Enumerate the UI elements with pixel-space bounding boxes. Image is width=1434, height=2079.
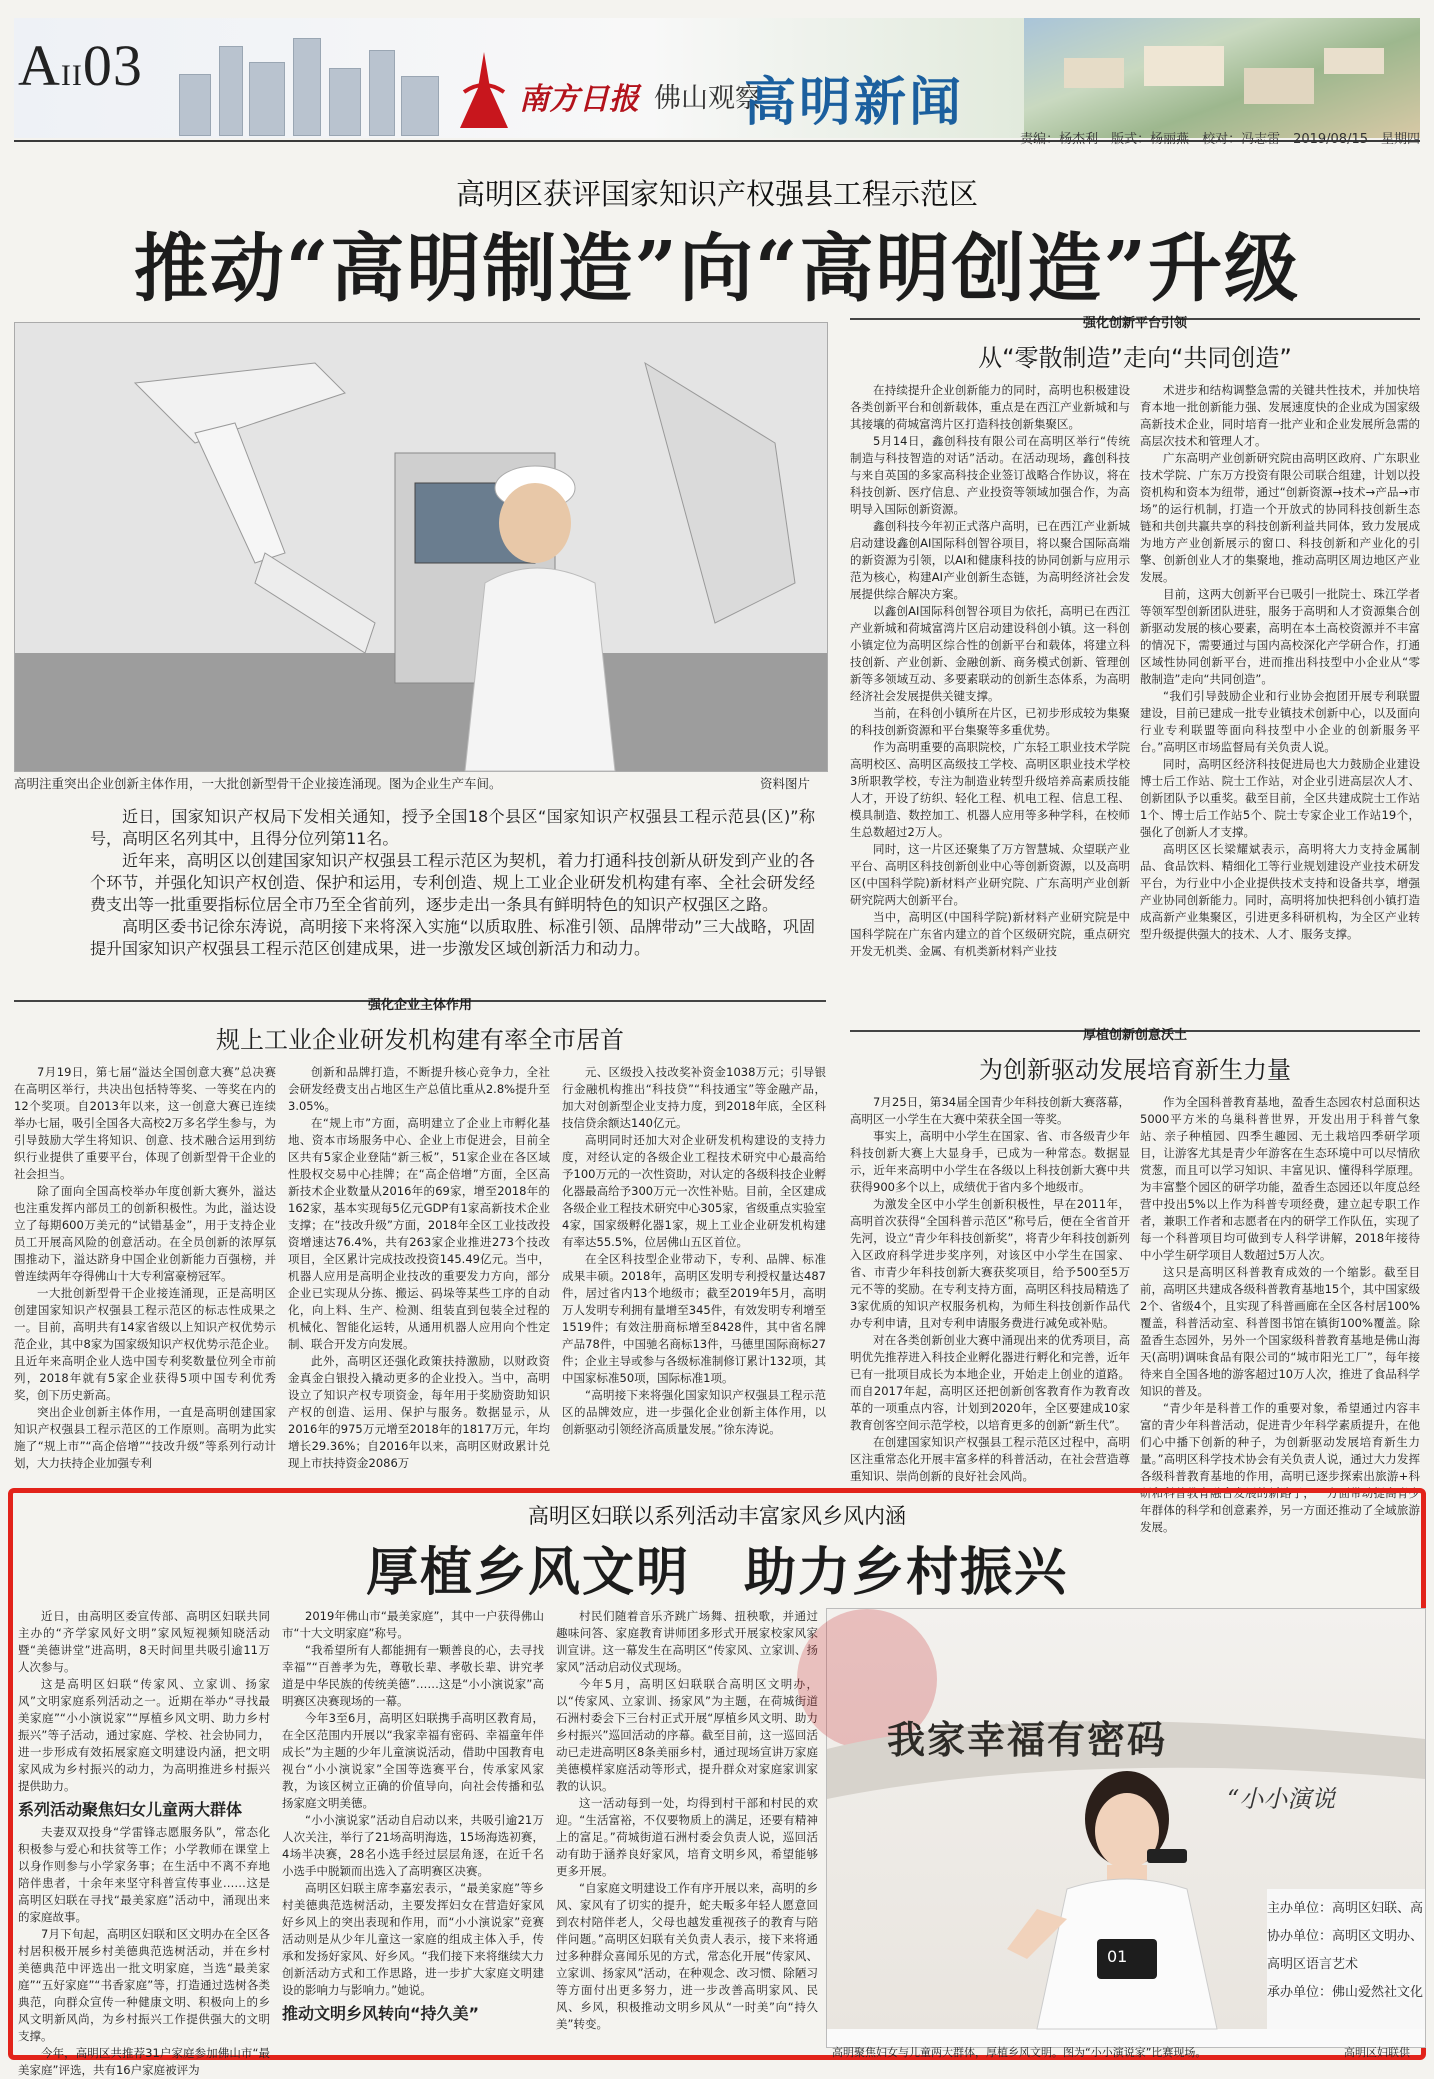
article2-column [556, 1608, 818, 2052]
paragraph: 在持续提升企业创新能力的同时，高明也积极建设各类创新平台和创新载体，重点是在西江产业新城和与其接壤的荷城富湾片区打造科技创新集聚区。 [850, 383, 1130, 431]
paragraph: 同时，这一片区还聚集了万方智慧城、众望联产业平台、高明区科技创新创业中心等创新资源，以及高明区(中国科学院)新材料产业研究院、广东高明产业创新研究院两大创新平台。 [850, 842, 1130, 907]
page-letter: A [18, 33, 61, 98]
section-column [1140, 382, 1420, 1016]
paragraph: “高明接下来将强化国家知识产权强县工程示范区的品牌效应，进一步强化企业创新主体作用，以创新驱动引领经济高质量发展。”徐东涛说。 [562, 1388, 826, 1436]
paragraph: 术进步和结构调整急需的关键共性技术，并加快培育本地一批创新能力强、发展速度快的企业成为国家级高新技术企业，同时培育一批产业和企业发展所急需的高层次技术和管理人才。 [1140, 383, 1420, 448]
edition-name: 佛山观察 [654, 83, 762, 114]
section-column [562, 1064, 826, 1474]
speech-contest-photo [826, 1608, 1426, 2048]
newspaper-emblem-icon [454, 48, 514, 132]
paper-name: 南方日报 [519, 82, 639, 117]
paragraph: 7月25日，第34届全国青少年科技创新大赛落幕，高明区一小学生在大赛中荣获全国一等奖。 [850, 1095, 1130, 1126]
paragraph: 今年，高明区共推荐31户家庭参加佛山市“最美家庭”评选，共有16户家庭被评为 [18, 2046, 270, 2077]
paragraph: 目前，这两大创新平台已吸引一批院士、珠江学者等领军型创新团队进驻，服务于高明和人才资源集合创新驱动发展的核心要素，高明在本土高校资源并不丰富的情况下，需要通过与国内高校深化产学研合作，打通区域性协同创新平台，进而推出科技型中小企业从“零散制造”走向“共同创造”。 [1140, 587, 1420, 686]
section-kicker: 强化企业主体作用 [367, 998, 472, 1013]
article-kicker: 高明区获评国家知识产权强县工程示范区 [455, 177, 978, 211]
lead-paragraphs [90, 806, 815, 960]
lead-paragraph: 近年来，高明区以创建国家知识产权强县工程示范区为契机，着力打通科技创新从研发到产业的各个环节，并强化知识产权创造、保护和运用，专利创造、规上工业企业研发机构建有率、全社会研发经费支出等一批重要指标位居全市乃至全省前列，逐步走出一条具有鲜明特色的知识产权强区之路。 [90, 851, 815, 914]
paragraph: 以鑫创AI国际科创智谷项目为依托，高明已在西江产业新城和荷城富湾片区启动建设科创小镇。这一科创小镇定位为高明区综合性的创新平台和载体，将建立科技创新、产业创新、金融创新、商务模式创新、管理创新等多领域互动、多要素联动的创新生态体系，为高明经济社会发展提供关键支撑。 [850, 604, 1130, 703]
paragraph: 这一活动每到一处，均得到村干部和村民的欢迎。“生活富裕，不仅要物质上的满足，还要有精神上的富足。”荷城街道石洲村委会负责人说，巡回活动有助于涵养良好家风，培育文明乡风，希望能够更多开展。 [556, 1796, 818, 1878]
paragraph: 今年5月，高明区妇联联合高明区文明办，以“传家风、立家训、扬家风”为主题，在荷城街道石洲村委会下三台村正式开展“厚植乡风文明、助力乡村振兴”巡回活动的序幕。截至目前，这一巡回活动已走进高明区8条美丽乡村，通过现场宣讲万家庭美德模样家庭活动等形式，提升群众对家庭家训家教的认识。 [556, 1677, 818, 1793]
paragraph: 这是高明区妇联“传家风、立家训、扬家风”文明家庭系列活动之一。近期在举办“寻找最美家庭”“小小演说家”“厚植乡风文明、助力乡村振兴”等子活动，通过家庭、学校、社会协同力，进一步形成有效拓展家庭文明建设内涵，把文明家风成为乡村振兴的动力，为高明推进乡村振兴提供助力。 [18, 1677, 270, 1793]
paragraph: 这只是高明区科普教育成效的一个缩影。截至目前，高明区共建成各级科普教育基地15个，其中国家级2个、省级4个，且实现了科普画廊在全区各村居100%覆盖，科普活动室、科普图书馆在镇街100%覆盖。除盈香生态园外，另外一个国家级科普教育基地是佛山海天(高明)调味食品有限公司的“城市阳光工厂”，每年接待来自全国各地的游客超过10万人次，推进了食品科学知识的普及。 [1140, 1265, 1420, 1398]
backdrop-info-line: 主办单位：高明区妇联、高 [1267, 1901, 1424, 1916]
section-heading: 从“零散制造”走向“共同创造” [978, 344, 1292, 372]
backdrop-info [1267, 1895, 1423, 2007]
backdrop-info-line: 承办单位：佛山爱然社文化 [1267, 1985, 1424, 2000]
section-kicker: 强化创新平台引领 [1082, 316, 1187, 331]
backdrop-info-line: 高明区语言艺术 [1267, 1957, 1359, 1972]
girl-speaker-figure [997, 1759, 1257, 2029]
aerial-photo [1024, 18, 1420, 138]
paragraph: 在“规上市”方面，高明建立了企业上市孵化基地、资本市场服务中心、企业上市促进会，目前全区共有5家企业登陆“新三板”，51家企业在各区域性股权交易中心挂牌；在“高企倍增”方面，全区高新技术企业数量从2016年的69家，增至2018年的162家，基本实现每5亿元GDP有1家高新技术企业支撑；在“技改升级”方面，2018年全区工业技改投资增速达76.4%，共有263家企业推进273个技改项目，全区累计完成技改投资145.49亿元。当中，机器人应用是高明企业技改的重要发力方向，部分企业已实现从分拣、搬运、码垛等某些工序的自动化，向上料、生产、检测、组装直到包装全过程的机械化、智能化运转，从通用机器人应用向个性定制、联合开发方向发展。 [288, 1116, 550, 1351]
paragraph: 鑫创科技今年初正式落户高明，已在西江产业新城启动建设鑫创AI国际科创智谷项目，将以聚合国际高端的新资源为引领，以AI和健康科技的协同创新与应用示范为核心，构建AI产业创新生态链，为高明经济社会发展提供综合解决方案。 [850, 519, 1130, 601]
paragraph: 5月14日，鑫创科技有限公司在高明区举行“传统制造与科技智造的对话”活动。在活动现场，鑫创科技与来自英国的多家高科技企业签订战略合作协议，将在科技创新、医疗信息、产业投资等领域加强合作，为高明导入国际创新资源。 [850, 434, 1130, 516]
paragraph: 作为高明重要的高职院校，广东轻工职业技术学院高明校区、高明区高级技工学校、高明区职业技术学校3所职教学校，专注为制造业转型升级培养高素质技能人才，开设了纺织、轻化工程、机电工程、信息工程、模具制造、数控加工、机器人应用等多种学科，在校师生总数超过2万人。 [850, 740, 1130, 839]
photo-caption: 高明聚焦妇女与儿童两大群体，厚植乡风文明。图为“小小演说家”比赛现场。 [832, 2046, 1207, 2059]
contestant-number: 01 [1107, 1947, 1128, 1966]
factory-photo [14, 322, 828, 772]
section-column [850, 382, 1130, 1016]
article2-kicker: 高明区妇联以系列活动丰富家风乡风内涵 [528, 1504, 906, 1528]
paragraph: 除了面向全国高校举办年度创新大赛外，溢达也注重发挥内部员工的创新积极性。为此，溢达设立了每期600万美元的“试错基金”，用于支持企业员工开展高风险的创意活动。在全员创新的浓厚氛围推动下，溢达跻身中国企业创新能力百强榜，并曾连续两年夺得佛山十大专利富豪榜冠军。 [14, 1184, 276, 1283]
photo-caption: 高明注重突出企业创新主体作用，一大批创新型骨干企业接连涌现。图为企业生产车间。 [14, 776, 502, 791]
paragraph: 此外，高明区还强化政策扶持激励，以财政资金真金白银投入撬动更多的企业投入。当中，高明设立了知识产权专项资金，每年用于奖励资助知识产权的创造、运用、保护与服务。数据显示，从2016年的975万元增至2018年的1817万元，年均增长29.36%；自2016年以来，高明区财政累计兑现上市扶持资金2086万 [288, 1354, 550, 1470]
paragraph: 夫妻双双投身“学雷锋志愿服务队”，常态化积极参与爱心和扶贫等工作；小学教师在课堂上以身作则参与小学家务事；在生活中不离不弃地陪伴患者，十余年来坚守科普宣传事业……这是高明区妇联在寻找“最美家庭”活动中，涌现出来的家庭故事。 [18, 1825, 270, 1924]
backdrop-info-line: 协办单位：高明区文明办、 [1267, 1929, 1424, 1944]
section-kicker: 厚植创新创意沃土 [1082, 1028, 1187, 1043]
section-column [14, 1064, 276, 1474]
section-title: 高明新闻 [744, 73, 965, 133]
article-headline: 推动“高明制造”向“高明创造”升级 [133, 226, 1301, 312]
paragraph: “自家庭文明建设工作有序开展以来，高明的乡风、家风有了切实的提升，蛇夫畈多年轻人愿意回到农村陪伴老人，父母也越发重视孩子的教育与陪伴问题。”高明区妇联有关负责人表示，接下来将通过多种群众喜闻乐见的方式，常态化开展“传家风、立家训、扬家风”活动，在种观念、改习惯、除陋习等方面付出更多努力，进一步改善高明家风、民风、乡风，积极推动文明乡风从“一时美”向“持久美”转变。 [556, 1881, 818, 2031]
page-num: 03 [82, 33, 143, 98]
paragraph: 广东高明产业创新研究院由高明区政府、广东职业技术学院、广东万方投资有限公司联合组建，计划以投资机构和资本为纽带，通过“创新资源→技术→产品→市场”的运行机制，打造一个开放式的协同科技创新生态链和共创共赢共享的科技创新利益共同体，致力发展成为地方产业创新展示的窗口、科技创新和产业化的引擎、创新创业人才的集聚地，推动高明区周边地区产业发展。 [1140, 451, 1420, 584]
paragraph: 近日，由高明区委宣传部、高明区妇联共同主办的“齐学家风好文明”家风短视频知晓活动暨“美德讲堂”进高明，8天时间里共吸引逾11万人次参与。 [18, 1609, 270, 1674]
paragraph: 突出企业创新主体作用，一直是高明创建国家知识产权强县工程示范区的工作原则。高明为此实施了“规上市”“高企倍增”“技改升级”等系列行动计划，大力扶持企业加强专利 [14, 1405, 276, 1470]
section-column [1140, 1094, 1420, 1534]
paragraph: 2019年佛山市“最美家庭”，其中一户获得佛山市“十大文明家庭”称号。 [282, 1609, 544, 1640]
paragraph: 一大批创新型骨干企业接连涌现，正是高明区创建国家知识产权强县工程示范区的标志性成果之一。目前，高明共有14家省级以上知识产权优势示范企业，其中8家为国家级知识产权优势示范企业。且近年来高明企业人选中国专利奖数量位列全市前列，2018年就有5家企业获得5项中国专利优秀奖，创下历史新高。 [14, 1286, 276, 1402]
article2-column [282, 1608, 544, 2052]
paragraph: 7月19日，第七届“溢达全国创意大赛”总决赛在高明区举行，共决出包括特等奖、一等奖在内的12个奖项。自2013年以来，这一创意大赛已连续举办七届，吸引全国各大高校2万多名学生参与，为引导鼓励大学生将知识、创意、技术融合运用到纺织行业提供了重要平台，体现了创新型骨干企业的社会担当。 [14, 1065, 276, 1181]
section-heading: 规上工业企业研发机构建有率全市居首 [216, 1026, 624, 1054]
paragraph: 事实上，高明中小学生在国家、省、市各级青少年科技创新大赛上大显身手，已成为一种常态。数据显示，近年来高明中小学生在各级以上科技创新大赛中共获得900多个以上，成绩优于省内多个地级市。 [850, 1129, 1130, 1194]
page-header [14, 18, 1420, 142]
skyline-illustration [169, 38, 449, 136]
subsection-heading: 推动文明乡风转向“持久美” [282, 2004, 480, 2023]
paragraph: “小小演说家”活动自启动以来，共吸引逾21万人次关注，举行了21场高明海选，15场海选初赛，4场半决赛，28名小选手经过层层角逐，在近千名小选手中脱颖而出选入了高明赛区决赛。 [282, 1813, 544, 1878]
paragraph: “我们引导鼓励企业和行业协会抱团开展专利联盟建设，目前已建成一批专业镇技术创新中心，以及面向行业专利联盟等面向科技型中小企业的创新服务平台。”高明区市场监督局有关负责人说。 [1140, 689, 1420, 754]
page-meta: 责编：杨杰利 版式：杨丽燕 校对：冯志雷 2019/08/15 星期四 [1020, 132, 1420, 147]
paragraph: 今年3至6月，高明区妇联携手高明区教育局，在全区范围内开展以“我家幸福有密码、幸福童年伴成长”为主题的少年儿童演说活动，借助中国教育电视台“小小演说家”全国等选赛平台，传承家风家教，为该区树立正确的价值导向，向社会传播和弘扬家庭文明美德。 [282, 1711, 544, 1810]
paragraph: “青少年是科普工作的重要对象，希望通过内容丰富的青少年科普活动，促进青少年科学素质提升，在他们心中播下创新的种子，为创新驱动发展培育新生力量。”高明区科学技术协会有关负责人说，通过大力发挥各级科普教育基地的作用，高明已逐步探索出旅游+科研和科普教育融合发展的新路子，一方面带动提高青少年群体的科学和创意素养，另一方面还推动了全域旅游发展。 [1140, 1401, 1420, 1534]
article2-column [18, 1608, 270, 2077]
lead-paragraph: 近日，国家知识产权局下发相关通知，授予全国18个县区“国家知识产权强县工程示范县(区)”称号，高明区名列其中，且得分位列第11名。 [90, 807, 815, 848]
paragraph: 7月下旬起，高明区妇联和区文明办在全区各村居积极开展乡村美德典范选树活动，并在乡村美德典范中评选出一批文明家庭，当选“最美家庭”“五好家庭”“书香家庭”等，打造通过选树各类典范，向群众宣传一种健康文明、积极向上的乡风文明新风尚，为乡村振兴工作提供强大的文明支撑。 [18, 1927, 270, 2043]
photo-credit: 高明区妇联供 [1344, 2046, 1410, 2059]
backdrop-subtitle: “小小演说 [1227, 1785, 1336, 1813]
section-heading: 为创新驱动发展培育新生力量 [979, 1056, 1291, 1084]
paragraph: 同时，高明区经济科技促进局也大力鼓励企业建设博士后工作站、院士工作站，对企业引进高层次人才、创新团队予以重奖。截至目前，全区共建成院士工作站1个、博士后工作站5个、院士专家企业工作站19个，强化了创新人才支撑。 [1140, 757, 1420, 839]
paragraph: 对在各类创新创业大赛中涌现出来的优秀项目，高明优先推荐进入科技企业孵化器进行孵化和完善，近年已有一批项目成长为本地企业，开始走上创业的道路。而自2017年起，高明区还把创新创客教育作为教育改革的一项重点内容，计划到2020年，全区要建成10家教育创客空间示范学校，以培育更多的创新“新生代”。 [850, 1333, 1130, 1432]
paragraph: 为激发全区中小学生创新积极性，早在2011年，高明首次获得“全国科普示范区”称号后，便在全省首开先河，设立“青少年科技创新奖”，将青少年科技创新列入区政府科学进步奖序列，对该区中小学生在国家、省、市青少年科技创新大赛获奖项目，给予500至5万元不等的奖励。在专利支持方面，高明区科技局精选了3家优质的知识产权服务机构，为师生科技创新作品代办专利申请，且对专利申请服务费进行减免或补贴。 [850, 1197, 1130, 1330]
page-number [18, 32, 143, 99]
article2-headline: 厚植乡风文明 助力乡村振兴 [365, 1542, 1068, 1603]
page-sub: II [60, 59, 83, 92]
paragraph: 村民们随着音乐齐跳广场舞、扭秧歌，并通过趣味问答、家庭教育讲师团多形式开展家校家风家训宣讲。这一幕发生在高明区“传家风、立家训、扬家风”活动启动仪式现场。 [556, 1609, 818, 1674]
paragraph: “我希望所有人都能拥有一颗善良的心，去寻找幸福”“百善孝为先，尊敬长辈、孝敬长辈、讲究孝道是中华民族的传统美德”……这是“小小演说家”高明赛区决赛现场的一幕。 [282, 1643, 544, 1708]
photo-credit: 资料图片 [760, 776, 811, 791]
paragraph: 当中，高明区(中国科学院)新材料产业研究院是中国科学院在广东省内建立的首个区级研究院，重点研究开发无机类、金属、有机类新材料产业技 [850, 910, 1130, 958]
section-column [288, 1064, 550, 1474]
paragraph: 创新和品牌打造，不断提升核心竞争力，全社会研发经费支出占地区生产总值比重从2.8%提升至3.05%。 [288, 1065, 550, 1113]
paragraph: 高明区区长梁耀斌表示，高明将大力支持金属制品、食品饮料、精细化工等行业规划建设产业技术研发平台，为行业中小企业提供技术支持和设备共享，增强产业协同创新能力。同时，高明将加快把科创小镇打造成高新产业集聚区，引进更多科研机构，为全区产业转型升级提供强大的技术、人才、服务支撑。 [1140, 842, 1420, 941]
paragraph: 在创建国家知识产权强县工程示范区过程中，高明区注重常态化开展丰富多样的科普活动，在社会营造尊重知识、崇尚创新的良好社会风尚。 [850, 1435, 1130, 1483]
paragraph: 在全区科技型企业带动下，专利、品牌、标准成果丰硕。2018年，高明区发明专利授权量达487件，居过省内13个地级市；截至2019年5月，高明万人发明专利拥有量增至345件，有效发明专利增至1519件；有效注册商标增至8428件，其中省名牌产品78件，中国驰名商标13件，马德里国际商标27件；企业主导或参与各级标准制修订累计132项，其中国家标准50项，国际标准1项。 [562, 1252, 826, 1385]
section-column [850, 1094, 1130, 1483]
paragraph: 高明同时还加大对企业研发机构建设的支持力度，对经认定的各级企业工程技术研究中心最高给予100万元的一次性资助，对认定的各级科技企业孵化器最高给予300万元一次性补贴。目前，全区建成各级企业工程技术研究中心305家，省级重点实验室4家，国家级孵化器1家，规上工业企业研发机构建有率达55.5%，位居佛山五区首位。 [562, 1133, 826, 1249]
paragraph: 当前，在科创小镇所在片区，已初步形成较为集聚的科技创新资源和平台集聚等多重优势。 [850, 706, 1130, 737]
paragraph: 作为全国科普教育基地，盈香生态园农村总面积达5000平方米的乌巢科普世界，开发出用于科普气象站、亲子种植园、四季生趣园、无土栽培四季研学项目，让游客尤其是青少年游客在生态环境中可以尽情欣赏葱，而且可以学习知识、丰富见识、懂得科学原理。为丰富整个园区的研学功能，盈香生态园还以年度总经营中投出5%以上作为科普专项经费，建立起专职工作者，兼职工作者和志愿者在内的研学工作队伍，实现了每一个科普项目均可做到专人科学讲解，2018年接待中小学生研学项目人数超过5万人次。 [1140, 1095, 1420, 1262]
lead-paragraph: 高明区委书记徐东涛说，高明接下来将深入实施“以质取胜、标准引领、品牌带动”三大战略，巩固提升国家知识产权强县工程示范区创建成果，进一步激发区域创新活力和动力。 [90, 917, 815, 958]
backdrop-slogan: 我家幸福有密码 [887, 1718, 1168, 1762]
paragraph: 元、区级投入技改奖补资金1038万元；引导银行金融机构推出“科技贷”“科技通宝”等金融产品，加大对创新型企业支持力度，到2018年底，全区科技信贷余额达140亿元。 [562, 1065, 826, 1130]
paragraph: 高明区妇联主席李嘉宏表示，“最美家庭”等乡村美德典范选树活动，主要发挥妇女在营造好家风好乡风上的突出表现和作用，而“小小演说家”竞赛活动则是从少年儿童这一家庭的组成主体入手，传承和发扬好家风、好乡风。“我们接下来将继续大力创新活动方式和工作思路，进一步扩大家庭文明建设的影响力与影响力。”她说。 [282, 1881, 544, 1997]
subsection-heading: 系列活动聚焦妇女儿童两大群体 [18, 1800, 243, 1819]
